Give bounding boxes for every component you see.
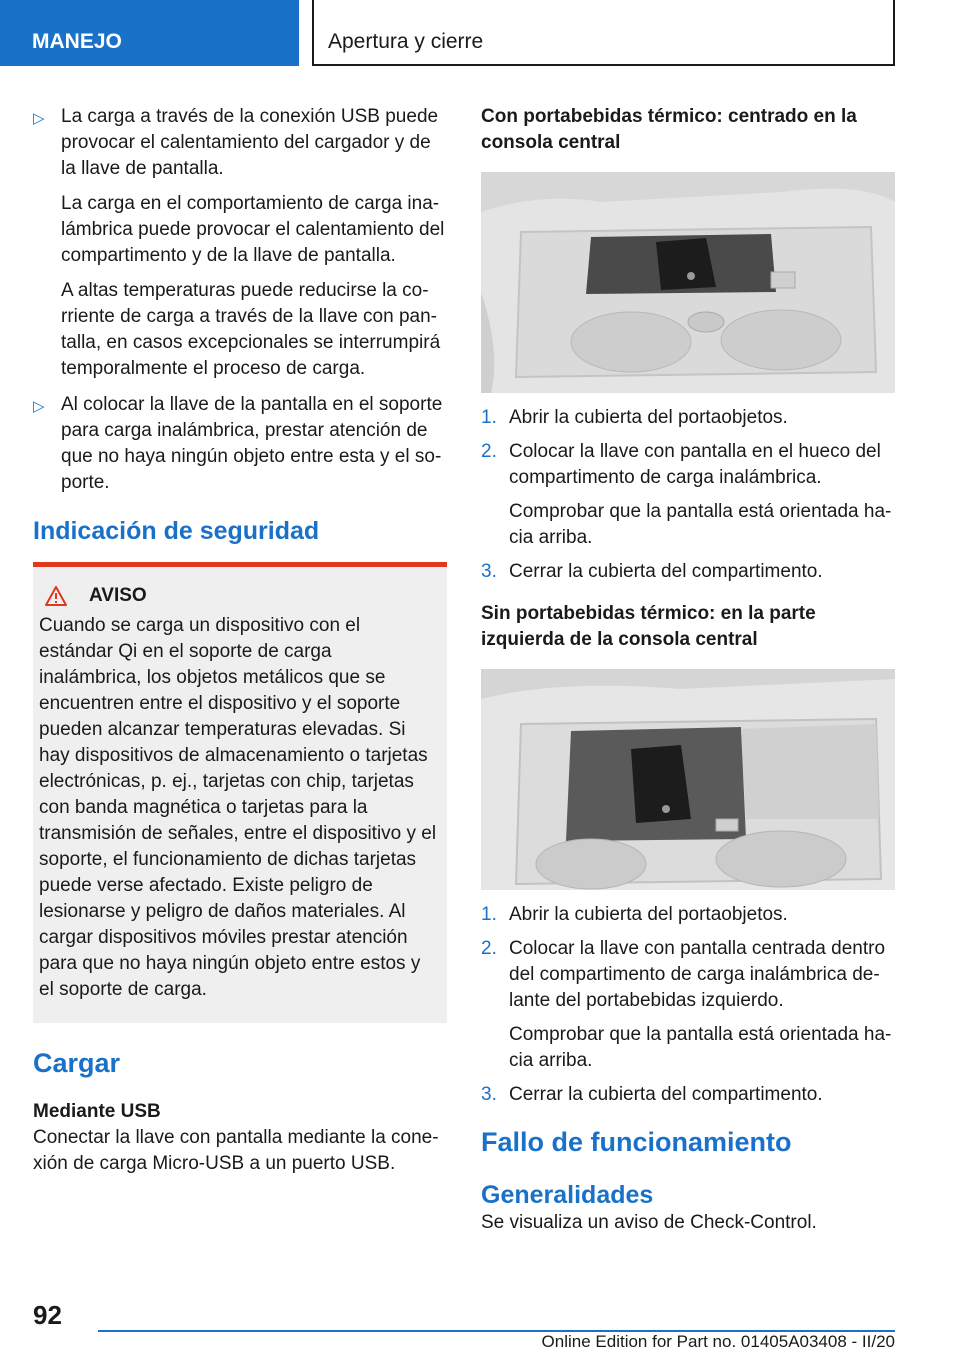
bullet-list — [33, 104, 447, 496]
warning-triangle-icon — [45, 586, 67, 606]
step-text: Comprobar que la pantalla está orientada hacia arriba. — [509, 501, 892, 548]
step-item — [481, 936, 895, 1074]
step-text: Comprobar que la pantalla está orientada hacia arriba. — [509, 1024, 892, 1071]
steps-list-2 — [481, 902, 895, 1108]
step-number: 2. — [481, 938, 497, 959]
bullet-item — [33, 392, 447, 496]
console-center-image — [481, 172, 895, 393]
step-item — [481, 439, 895, 551]
step-number: 1. — [481, 904, 497, 925]
step-number: 2. — [481, 441, 497, 462]
chapter-title: Apertura y cierre — [312, 0, 895, 66]
triangle-bullet-icon: ▷ — [33, 110, 45, 127]
bullet-paragraph: La carga a través de la conexión USB puede provocar el calentamiento del cargador y de la llave de pantalla. — [61, 106, 439, 179]
bullet-paragraph: La carga en el comportamiento de carga inalámbrica puede provocar el calentamiento del compartimento y de la llave de pantalla. — [61, 193, 445, 266]
general-heading: Generalidades — [481, 1181, 654, 1209]
usb-heading: Mediante USB — [33, 1101, 161, 1122]
left-column — [33, 104, 447, 1177]
console-photo-1 — [481, 172, 895, 393]
step-number: 3. — [481, 561, 497, 582]
section1-heading: Con portabebidas térmico: centrado en la consola central — [481, 106, 857, 153]
bullet-paragraph: Al colocar la llave de la pantalla en el soporte para carga inalámbrica, prestar atención de que no haya ningún objeto entre esta y el soporte. — [61, 394, 443, 493]
usb-text: Conectar la llave con pantalla mediante la conexión de carga Micro-USB a un puerto USB. — [33, 1127, 439, 1174]
page-number: 92 — [33, 1300, 62, 1330]
warning-text: Cuando se carga un dispositivo con el estándar Qi en el soporte de carga inalámbrica, los objetos metálicos que se encuentren entre el dispositivo y el soporte pueden alcanzar temperaturas elevadas. Si hay dispositivos de almacenamiento o tarjetas electrónicas, p. ej., tarjetas con chip, tarjetas con banda magnética o tarjetas para la transmisión de señales, entre el dispositivo y el soporte, el funcionamiento de dichas tarjetas puede verse afectado. Existe peligro de lesionarse y peligro de daños materiales. Al cargar dispositivos móviles prestar atención para que no haya ningún objeto entre estos y el soporte de carga. — [39, 615, 437, 1000]
console-photo-2 — [481, 669, 895, 890]
section2-heading: Sin portabebidas térmico: en la parte izquierda de la consola central — [481, 603, 816, 650]
step-item — [481, 405, 895, 431]
step-item — [481, 559, 895, 585]
step-text: Abrir la cubierta del portaobjetos. — [509, 904, 788, 925]
fault-heading: Fallo de funcionamiento — [481, 1127, 792, 1157]
bullet-item — [33, 104, 447, 382]
warning-header — [39, 585, 439, 607]
step-item — [481, 1082, 895, 1108]
triangle-bullet-icon: ▷ — [33, 398, 45, 415]
right-column — [481, 104, 895, 1236]
step-text: Colocar la llave con pantalla centrada dentro del compartimento de carga inalámbrica delante del portabebidas izquierdo. — [509, 938, 886, 1011]
step-text: Cerrar la cubierta del compartimento. — [509, 561, 823, 582]
console-left-image — [481, 669, 895, 890]
charge-heading: Cargar — [33, 1048, 121, 1078]
general-text: Se visualiza un aviso de Check-Control. — [481, 1212, 817, 1233]
step-number: 1. — [481, 407, 497, 428]
warning-title: AVISO — [89, 585, 147, 606]
step-text: Abrir la cubierta del portaobjetos. — [509, 407, 788, 428]
step-number: 3. — [481, 1084, 497, 1105]
warning-box — [33, 562, 447, 1023]
edition-text: Online Edition for Part no. 01405A03408 - II/20 — [541, 1332, 895, 1351]
steps-list-1 — [481, 405, 895, 585]
safety-heading: Indicación de seguridad — [33, 517, 320, 545]
step-text: Colocar la llave con pantalla en el hueco del compartimento de carga inalámbrica. — [509, 441, 881, 488]
step-item — [481, 902, 895, 928]
section-tab: MANEJO — [0, 0, 299, 66]
step-text: Cerrar la cubierta del compartimento. — [509, 1084, 823, 1105]
bullet-paragraph: A altas temperaturas puede reducirse la corriente de carga a través de la llave con pantalla, en casos excepcionales se interrumpirá temporalmente el proceso de carga. — [61, 280, 441, 379]
